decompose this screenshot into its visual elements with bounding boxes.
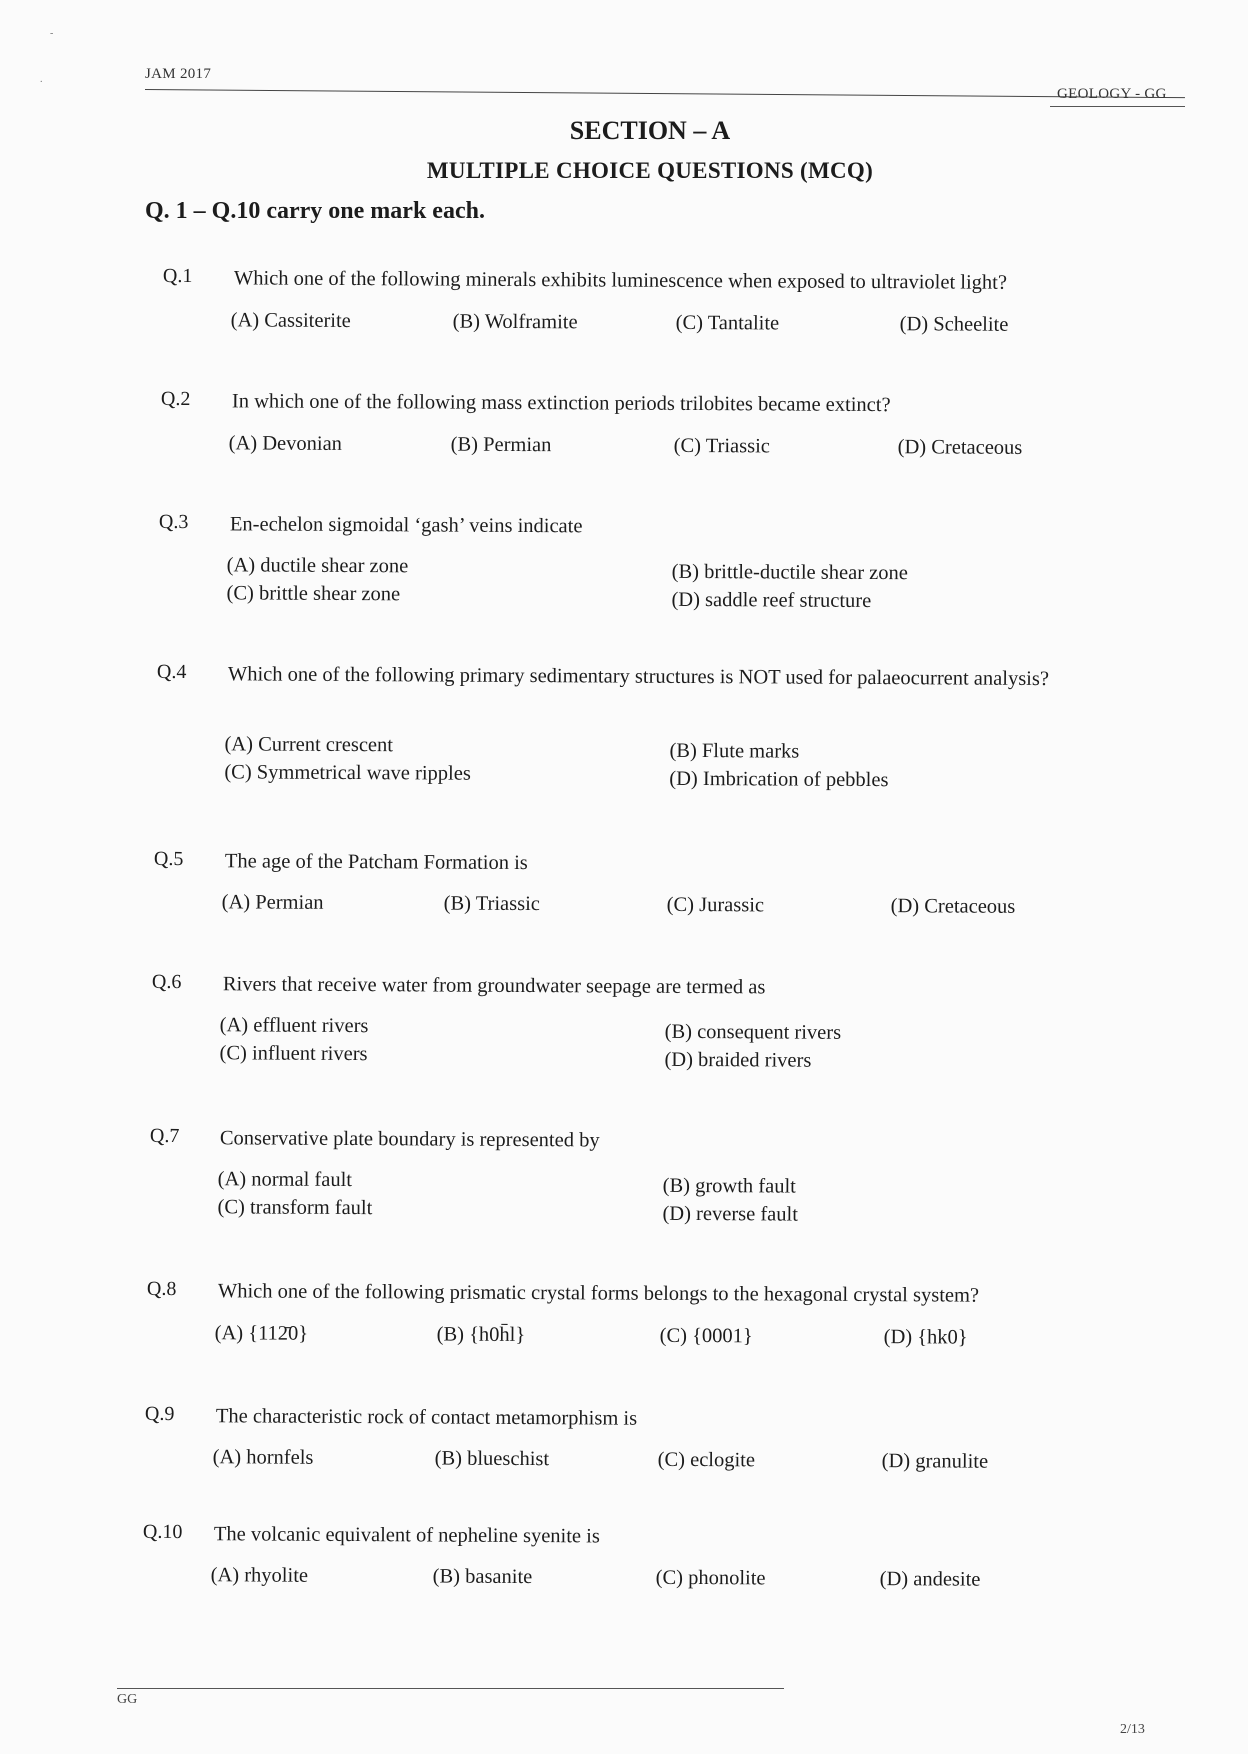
option-b: (B) {h0h̄l} [436, 1323, 526, 1347]
section-subtitle: MULTIPLE CHOICE QUESTIONS (MCQ) [426, 158, 874, 183]
question-4 [0, 660, 1248, 792]
question-number: Q.10 [142, 1520, 183, 1544]
question-5 [0, 847, 1248, 918]
question-text: Rivers that receive water from groundwater seepage are termed as [222, 973, 766, 999]
option-a: (A) effluent rivers [219, 1014, 369, 1038]
header-rule [145, 89, 1185, 98]
option-d: (D) granulite [881, 1450, 989, 1473]
option-c: (C) phonolite [655, 1566, 766, 1590]
footer-subject-code: GG [117, 1692, 138, 1707]
question-text: Which one of the following prismatic crystal forms belongs to the hexagonal crystal system? [217, 1280, 980, 1307]
option-b: (B) Permian [450, 433, 552, 457]
option-d: (D) {hk0} [883, 1326, 968, 1349]
question-number: Q.4 [156, 660, 187, 684]
option-a: (A) ductile shear zone [226, 554, 409, 578]
question-3 [0, 510, 1248, 613]
option-d: (D) saddle reef structure [671, 588, 872, 613]
question-7 [0, 1124, 1248, 1226]
option-a: (A) {112̄0} [214, 1322, 309, 1345]
option-c: (C) eclogite [657, 1448, 756, 1472]
question-number: Q.5 [153, 847, 184, 871]
option-a: (A) Devonian [228, 432, 343, 455]
option-a: (A) normal fault [217, 1168, 353, 1192]
question-6 [0, 970, 1248, 1072]
option-c: (C) transform fault [217, 1196, 373, 1220]
option-a: (A) hornfels [212, 1446, 314, 1469]
option-c: (C) {0001} [659, 1324, 753, 1348]
option-b: (B) Flute marks [669, 739, 800, 763]
option-c: (C) Tantalite [675, 311, 780, 335]
question-9 [0, 1402, 1248, 1473]
scan-mark: - [50, 28, 54, 39]
question-number: Q.9 [144, 1402, 175, 1426]
question-text: The volcanic equivalent of nepheline syenite is [213, 1523, 600, 1548]
option-b: (B) basanite [432, 1565, 533, 1589]
question-number: Q.2 [160, 387, 191, 411]
question-10 [0, 1520, 1248, 1591]
question-text: Which one of the following minerals exhibits luminescence when exposed to ultraviolet light? [233, 267, 1008, 294]
option-d: (D) Cretaceous [890, 895, 1016, 918]
header-rule-right [1050, 106, 1185, 107]
option-d: (D) reverse fault [662, 1202, 799, 1226]
option-c: (C) Symmetrical wave ripples [224, 761, 471, 785]
option-a: (A) rhyolite [210, 1564, 309, 1587]
option-c: (C) Triassic [673, 434, 770, 458]
option-b: (B) Wolframite [452, 310, 578, 334]
question-2 [0, 387, 1248, 459]
option-a: (A) Current crescent [224, 733, 394, 757]
option-a: (A) Cassiterite [230, 309, 351, 333]
question-text: The characteristic rock of contact metamorphism is [215, 1405, 638, 1430]
header-subject: GEOLOGY - GG [1057, 86, 1167, 102]
question-number: Q.8 [146, 1277, 177, 1301]
page-number: 2/13 [1120, 1722, 1145, 1737]
option-c: (C) brittle shear zone [226, 582, 401, 606]
option-a: (A) Permian [221, 891, 324, 914]
option-d: (D) andesite [879, 1568, 981, 1591]
option-d: (D) Imbrication of pebbles [669, 767, 889, 792]
question-text: Conservative plate boundary is represented by [219, 1127, 600, 1152]
option-b: (B) Triassic [443, 892, 541, 916]
section-title: SECTION – A [569, 116, 731, 145]
option-d: (D) braided rivers [664, 1048, 812, 1072]
option-c: (C) influent rivers [219, 1042, 368, 1066]
question-text: En-echelon sigmoidal ‘gash’ veins indicate [229, 513, 583, 538]
question-8 [0, 1277, 1248, 1349]
question-text: Which one of the following primary sedimentary structures is NOT used for palaeocurrent analysis? [227, 663, 1050, 691]
option-d: (D) Cretaceous [897, 436, 1023, 459]
option-b: (B) blueschist [434, 1447, 550, 1471]
option-d: (D) Scheelite [899, 313, 1009, 336]
option-b: (B) growth fault [662, 1174, 796, 1198]
question-number: Q.3 [158, 510, 189, 534]
question-number: Q.7 [149, 1124, 180, 1148]
question-number: Q.1 [162, 264, 193, 288]
option-b: (B) consequent rivers [664, 1020, 842, 1044]
header-exam-name: JAM 2017 [145, 66, 212, 82]
question-1 [0, 264, 1248, 336]
option-c: (C) Jurassic [666, 893, 765, 917]
footer-rule [117, 1688, 784, 1689]
question-text: The age of the Patcham Formation is [224, 850, 528, 875]
marks-instruction: Q. 1 – Q.10 carry one mark each. [145, 198, 485, 224]
question-text: In which one of the following mass extinction periods trilobites became extinct? [231, 390, 891, 417]
scan-mark: . [40, 74, 43, 85]
question-number: Q.6 [151, 970, 182, 994]
option-b: (B) brittle-ductile shear zone [671, 560, 908, 585]
